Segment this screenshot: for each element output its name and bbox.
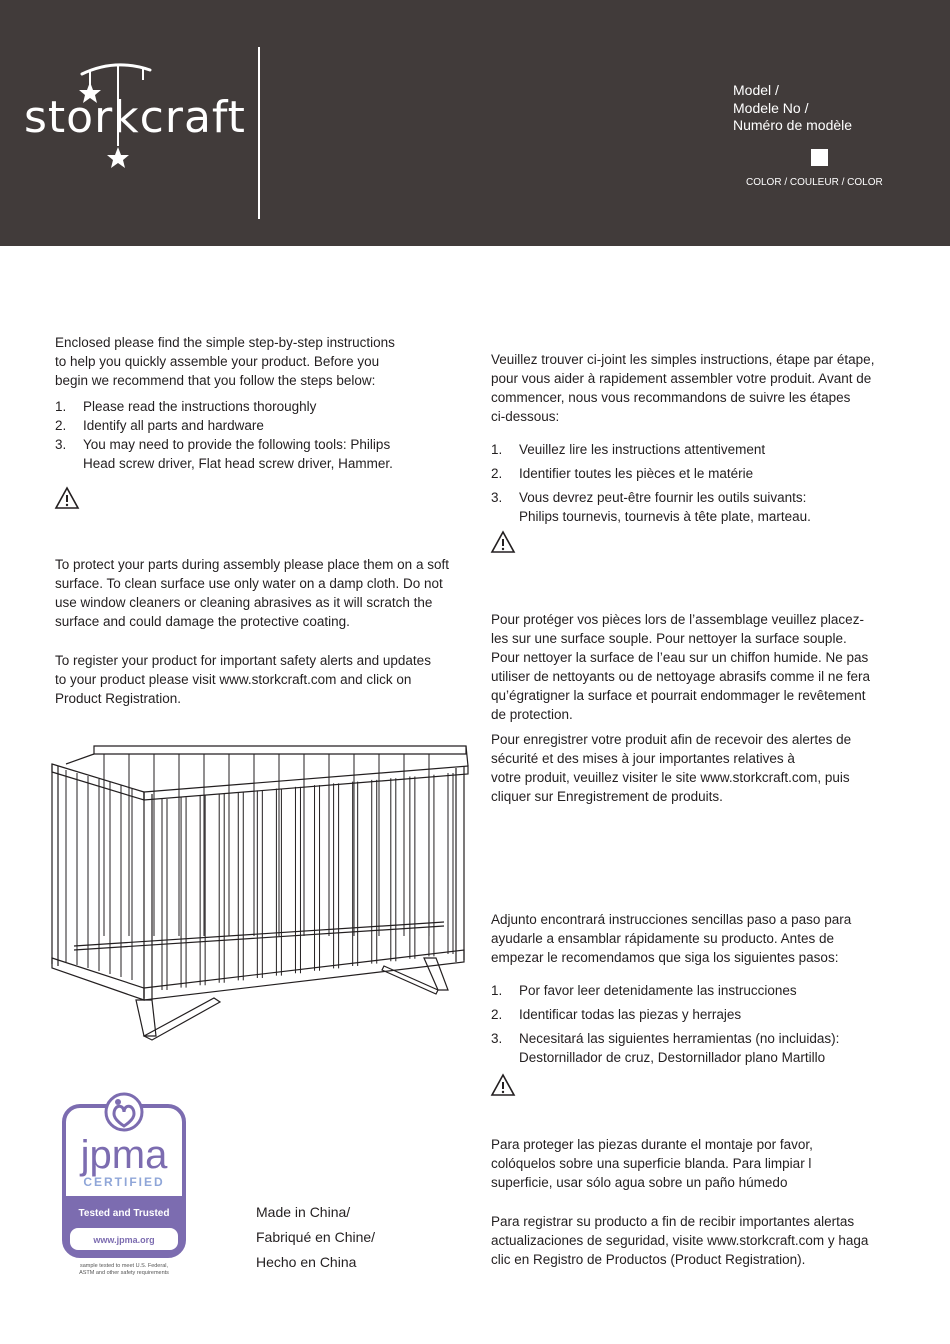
french-step [491,488,811,526]
jpma-certified-badge [56,1090,192,1276]
english-care: To protect your parts during assembly please place them on a soft surface. To clean surface use only water on a damp cloth. Do not use window cleaners or cleaning abrasives as it will scratch the surface and could damage the protective coating. [55,557,449,629]
step-text: Identificar todas las piezas y herrajes [519,1007,742,1022]
step-text: You may need to provide the following tools: Philips Head screw driver, Flat head screw driver, Hammer. [83,437,393,471]
jpma-footnote-line: sample tested to meet U.S. Federal, [79,1263,169,1269]
country-of-origin: Made in China/ Fabriqué en Chine/ Hecho en China [256,1204,376,1270]
english-step [55,397,393,416]
jpma-footnote-line: ASTM and other safety requirements [79,1270,169,1276]
spanish-step [491,981,839,1000]
warning-icon [490,530,516,554]
french-step [491,464,811,483]
step-number: 1. [491,442,503,457]
header-divider [258,47,260,219]
english-step [55,416,393,435]
step-text: Identify all parts and hardware [83,418,264,433]
step-number: 2. [491,1007,503,1022]
jpma-tagline: Tested and Trusted [78,1208,170,1219]
step-text: Necesitará las siguientes herramientas (no incluidas): Destornillador de cruz, Destornillador plano Martillo [519,1031,840,1065]
spanish-steps [491,981,839,1067]
french-step [491,440,811,459]
english-steps [55,397,393,473]
storkcraft-logo [20,56,250,176]
brand-wordmark: storkcraft [24,92,246,143]
jpma-url: www.jpma.org [93,1235,155,1245]
step-text: Identifier toutes les pièces et le matérie [519,466,754,481]
french-steps [491,440,811,526]
english-intro: Enclosed please find the simple step-by-step instructions to help you quickly assemble your product. Before you begin we recommend that you follow the steps below: [55,335,395,388]
spanish-care: Para proteger las piezas durante el montaje por favor, colóquelos sobre una superficie blanda. Para limpiar l superficie, usar sólo agua sobre un paño húmedo [491,1137,813,1190]
step-number: 1. [55,399,67,414]
step-text: Por favor leer detenidamente las instrucciones [519,983,797,998]
crib-illustration [44,736,476,1054]
step-number: 2. [55,418,67,433]
jpma-wordmark: jpma [80,1133,168,1177]
model-label-line: Modele No / [733,99,809,116]
english-register: To register your product for important safety alerts and updates to your product please visit www.storkcraft.com and click on Product Registration. [55,653,431,706]
model-label [733,82,852,135]
step-number: 2. [491,466,503,481]
step-number: 1. [491,983,503,998]
color-label: COLOR / COULEUR / COLOR [746,177,883,188]
spanish-step [491,1005,839,1024]
model-label-line: Model / [733,82,779,98]
step-text: Please read the instructions thoroughly [83,399,317,414]
spanish-register: Para registrar su producto a fin de recibir importantes alertas actualizaciones de seguridad, visite www.storkcraft.com y haga clic en Registro de Productos (Product Registration). [491,1214,869,1267]
step-number: 3. [491,490,503,505]
step-number: 3. [55,437,67,452]
jpma-certified-text: CERTIFIED [83,1175,165,1189]
french-register: Pour enregistrer votre produit afin de recevoir des alertes de sécurité et des mises à jour importantes relatives à votre produit, veuillez visiter le site www.storkcraft.com, puis cliquer sur Enregistrement de produits. [491,732,852,804]
french-care: Pour protéger vos pièces lors de l’assemblage veuillez placez- les sur une surface souple. Pour nettoyer la surface souple. Pour nettoyer la surface de l’eau sur un chiffon humide. Ne pas utiliser de nettoyants ou de nettoyage abrasifs comme il ne fera qu’égratigner la surface et pourrait endommager le revêtement de protection. [491,612,870,722]
english-step [55,435,393,473]
model-label-line: Numéro de modèle [733,117,853,133]
header-banner [0,0,950,246]
french-intro: Veuillez trouver ci-joint les simples instructions, étape par étape, pour vous aider à rapidement assembler votre produit. Avant de commencer, nous vous recommandons de suivre les étapes ci-dessous: [491,352,875,424]
spanish-step [491,1029,839,1067]
step-text: Vous devrez peut-être fournir les outils suivants: Philips tournevis, tournevis à tête plate, marteau. [519,490,811,524]
spanish-intro: Adjunto encontrará instrucciones sencillas paso a paso para ayudarle a ensamblar rápidamente su producto. Antes de empezar le recomendamos que siga los siguientes pasos: [491,912,852,965]
step-text: Veuillez lire les instructions attentivement [519,442,766,457]
step-number: 3. [491,1031,503,1046]
warning-icon [54,486,80,510]
color-swatch [811,149,828,166]
warning-icon [490,1073,516,1097]
